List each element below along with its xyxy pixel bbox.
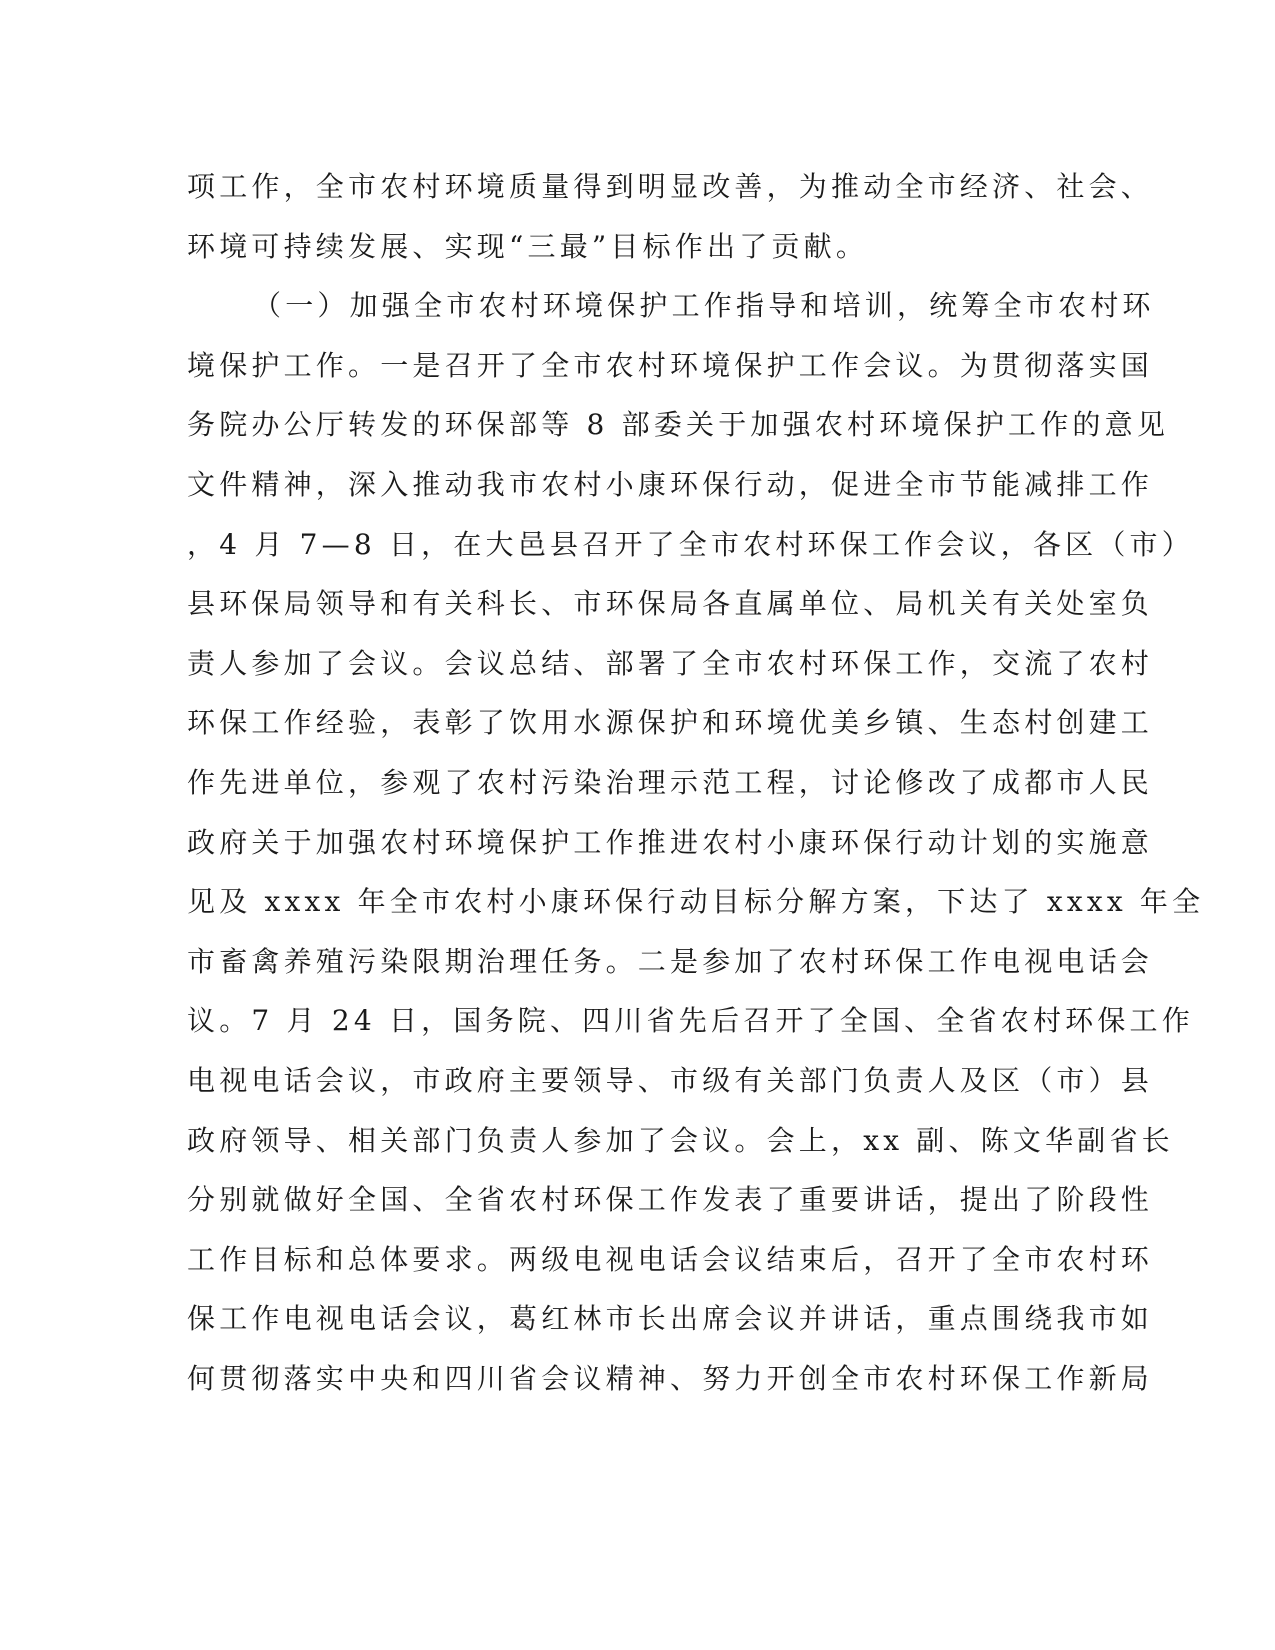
text-line-2: 环境可持续发展、实现“三最”目标作出了贡献。 (187, 229, 869, 263)
section-heading-line: （一）加强全市农村环境保护工作指导和培训，统筹全市农村环 (253, 289, 1155, 323)
text-line-10: 环保工作经验，表彰了饮用水源保护和环境优美乡镇、生态村创建工 (187, 706, 1154, 740)
text-line-17: 政府领导、相关部门负责人参加了会议。会上，xx 副、陈文华副省长 (187, 1123, 1174, 1157)
text-line-1: 项工作，全市农村环境质量得到明显改善，为推动全市经济、社会、 (187, 170, 1154, 203)
text-line-19: 工作目标和总体要求。两级电视电话会议结束后，召开了全市农村环 (187, 1242, 1154, 1276)
text-line-6: 文件精神，深入推动我市农村小康环保行动，促进全市节能减排工作 (187, 467, 1154, 501)
text-line-18: 分别就做好全国、全省农村环保工作发表了重要讲话，提出了阶段性 (187, 1183, 1154, 1217)
text-line-16: 电视电话会议，市政府主要领导、市级有关部门负责人及区（市）县 (187, 1063, 1154, 1097)
text-line-14: 市畜禽养殖污染限期治理任务。二是参加了农村环保工作电视电话会 (187, 944, 1154, 978)
text-line-13: 见及 xxxx 年全市农村小康环保行动目标分解方案，下达了 xxxx 年全 (187, 885, 1205, 919)
text-line-4: 境保护工作。一是召开了全市农村环境保护工作会议。为贯彻落实国 (187, 348, 1154, 382)
text-line-11: 作先进单位，参观了农村污染治理示范工程，讨论修改了成都市人民 (187, 765, 1154, 799)
text-line-12: 政府关于加强农村环境保护工作推进农村小康环保行动计划的实施意 (187, 825, 1154, 859)
text-line-15: 议。7 月 24 日，国务院、四川省先后召开了全国、全省农村环保工作 (187, 1004, 1194, 1038)
text-line-8: 县环保局领导和有关科长、市环保局各直属单位、局机关有关处室负 (187, 587, 1154, 621)
body-text (187, 157, 1205, 1408)
text-line-5: 务院办公厅转发的环保部等 8 部委关于加强农村环境保护工作的意见 (187, 408, 1170, 442)
text-line-9: 责人参加了会议。会议总结、部署了全市农村环保工作，交流了农村 (187, 646, 1154, 680)
text-line-20: 保工作电视电话会议，葛红林市长出席会议并讲话，重点围绕我市如 (187, 1302, 1154, 1336)
text-line-7: ，4 月 7—8 日，在大邑县召开了全市农村环保工作会议，各区（市） (187, 527, 1194, 561)
text-line-21: 何贯彻落实中央和四川省会议精神、努力开创全市农村环保工作新局 (187, 1361, 1154, 1395)
